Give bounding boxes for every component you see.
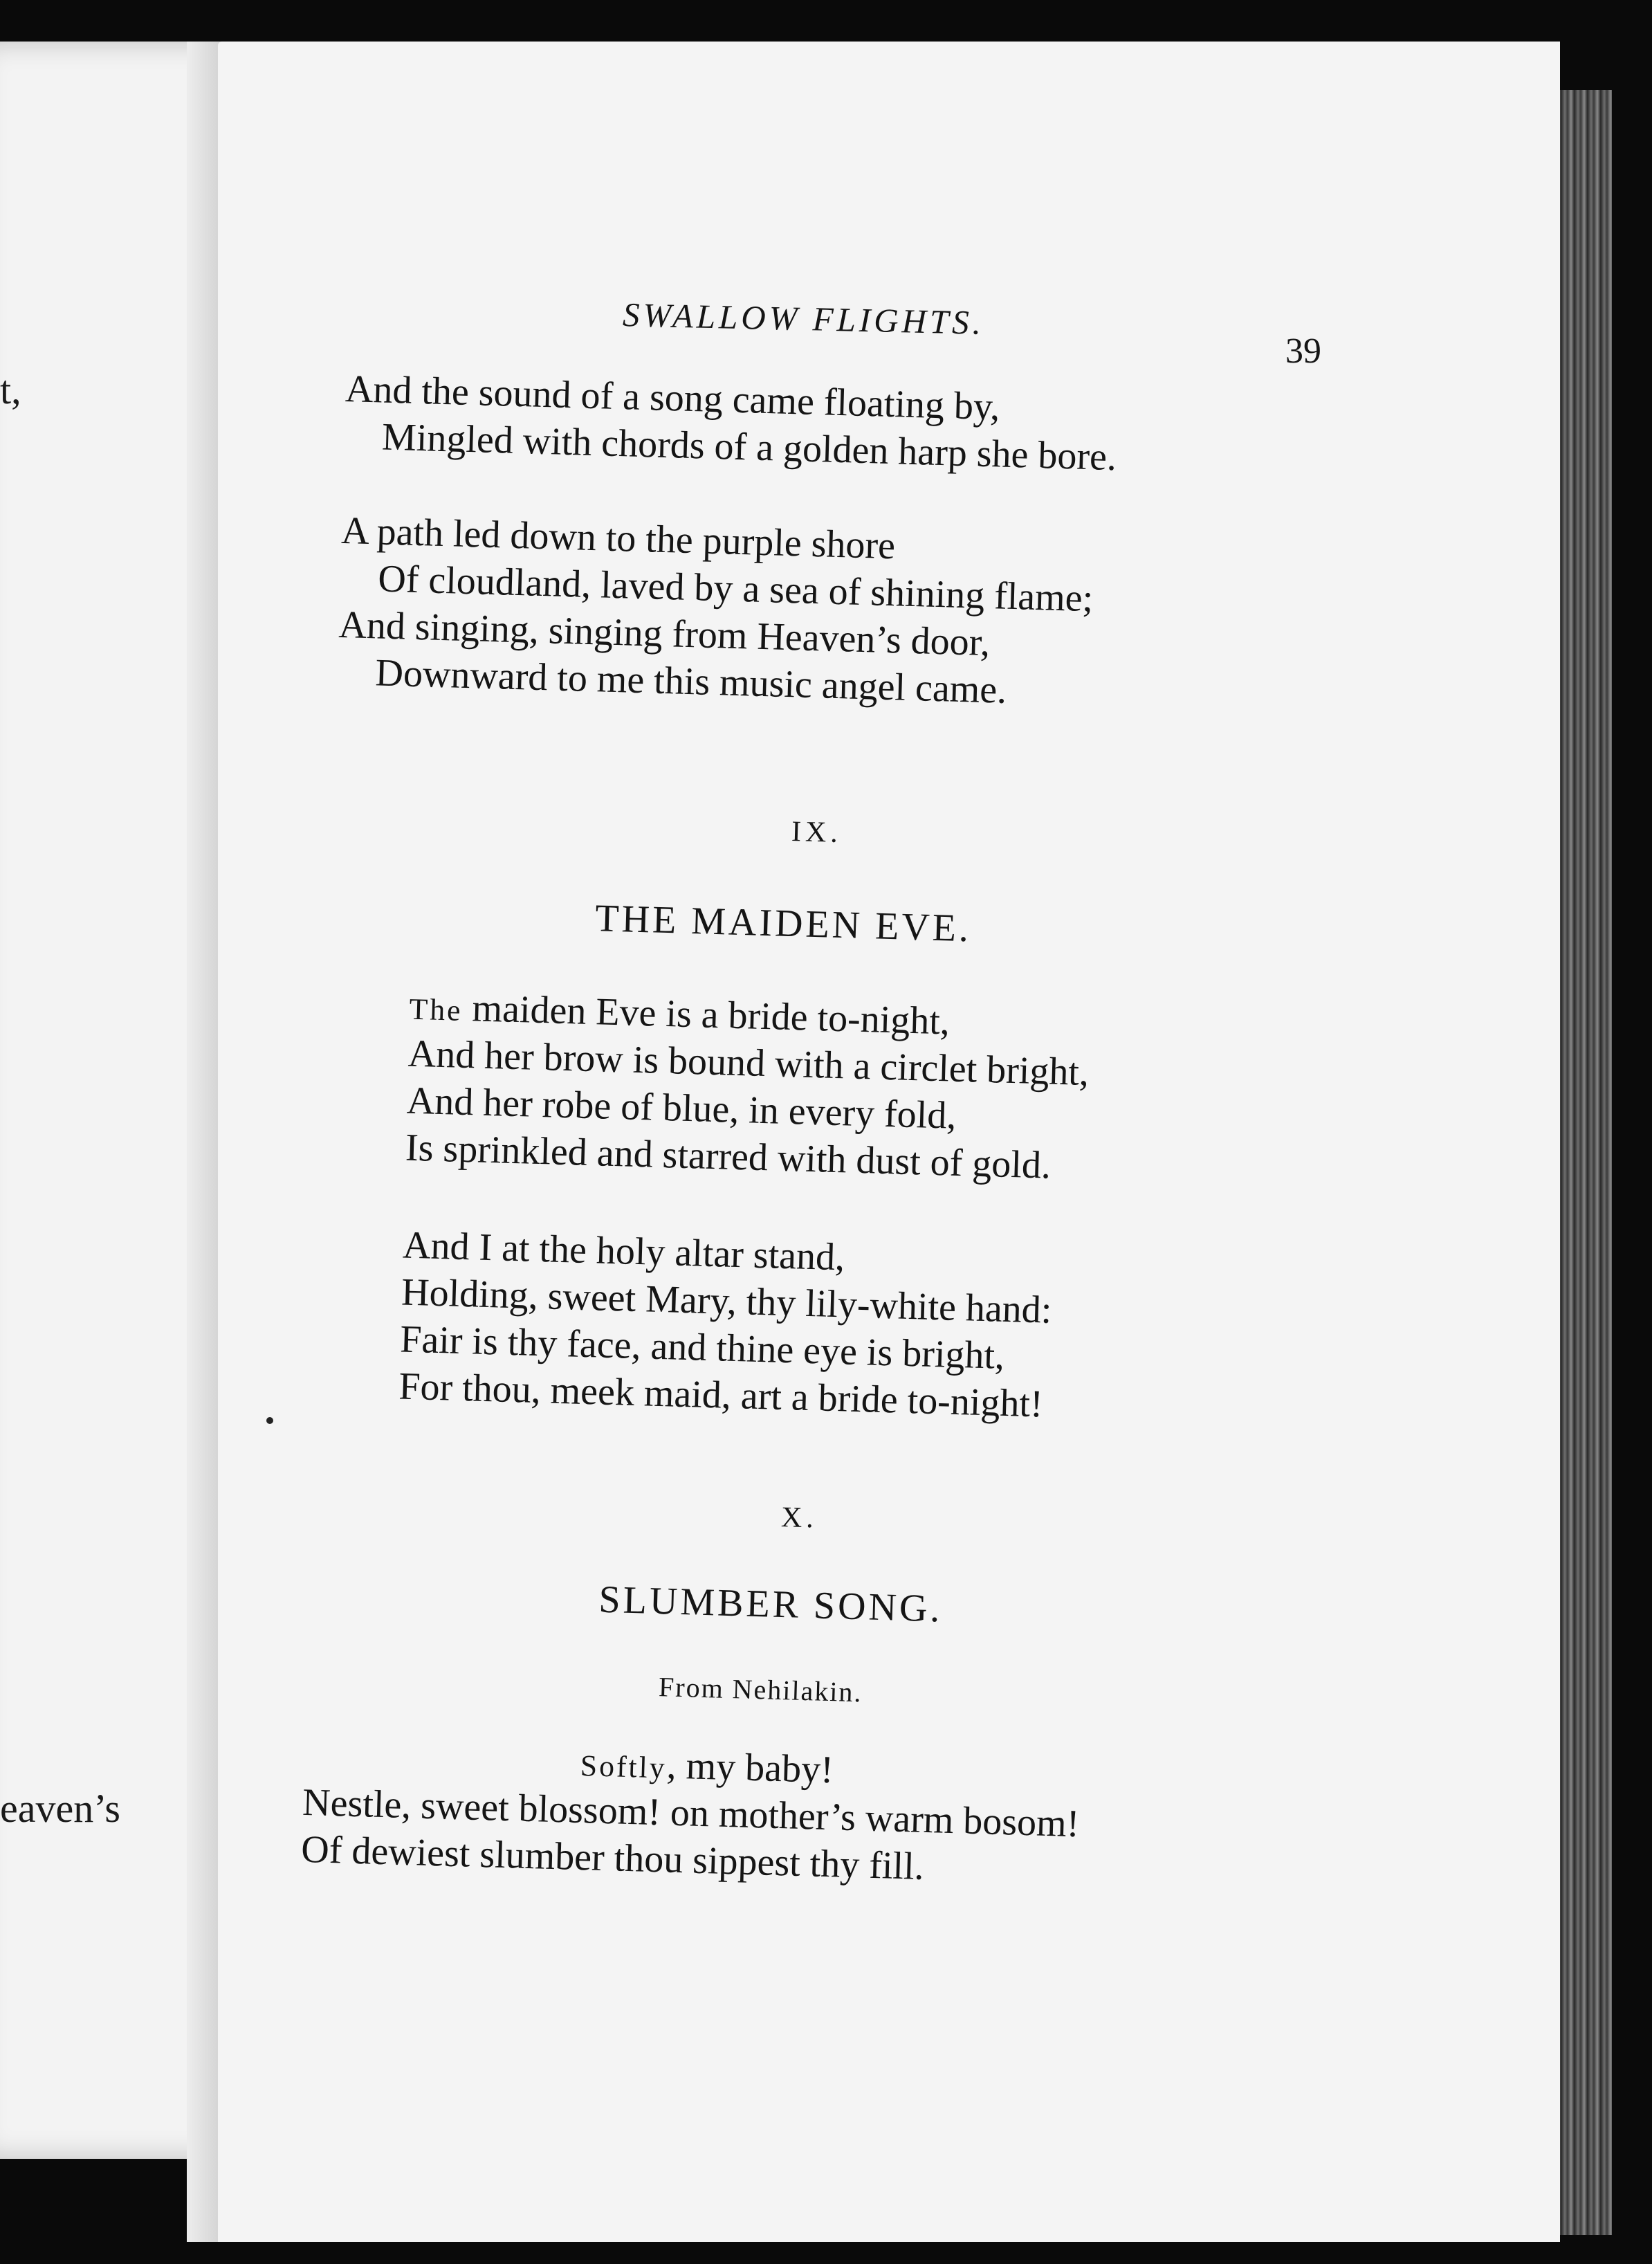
small-caps-initial: Softly: [580, 1749, 668, 1785]
verse-line: And her robe of blue, in every fold,: [406, 1079, 957, 1138]
running-head: SWALLOW FLIGHTS.: [622, 295, 985, 342]
verse-line-rest: , my baby!: [666, 1744, 834, 1792]
verse-line: Downward to me this music angel came.: [374, 651, 1008, 712]
verse-line: Fair is thy face, and thine eye is bright,: [399, 1317, 1005, 1378]
left-page-fragment: t,: [0, 367, 21, 412]
verse-line: A path led down to the purple shore: [340, 509, 896, 568]
verse-line: Of dewiest slumber thou sippest thy fill.: [300, 1827, 925, 1888]
poem-numeral: X.: [780, 1501, 818, 1535]
poem-title: SLUMBER SONG.: [598, 1578, 944, 1631]
verse-line: Mingled with chords of a golden harp she bore.: [381, 415, 1117, 480]
verse-line: Of cloudland, laved by a sea of shining flame;: [377, 557, 1094, 621]
poem-title: THE MAIDEN EVE.: [594, 897, 972, 951]
verse-line: Nestle, sweet blossom! on mother’s warm bosom!: [302, 1780, 1081, 1846]
ink-dot: [266, 1417, 273, 1424]
verse-line: [580, 1741, 834, 1792]
verse-line: Holding, sweet Mary, thy lily-white hand:: [401, 1270, 1053, 1332]
verse-line: And I at the holy altar stand,: [402, 1223, 845, 1279]
verse-line: For thou, meek maid, art a bride to-night!: [398, 1364, 1044, 1426]
verse-line: And the sound of a song came floating by,: [345, 367, 1001, 429]
verse-line: And her brow is bound with a circlet bright,: [407, 1032, 1090, 1095]
verse-line: And singing, singing from Heaven’s door,: [338, 603, 991, 665]
poem-numeral: IX.: [791, 816, 843, 850]
left-page-fragment: eaven’s: [0, 1786, 120, 1831]
poem-subtitle: From Nehilakin.: [658, 1671, 863, 1708]
page-number: 39: [1285, 331, 1321, 371]
verse-line: Is sprinkled and starred with dust of gold.: [405, 1126, 1052, 1187]
small-caps-initial: The: [409, 992, 464, 1028]
verse-line-rest: maiden Eve is a bride to-night,: [461, 986, 951, 1043]
